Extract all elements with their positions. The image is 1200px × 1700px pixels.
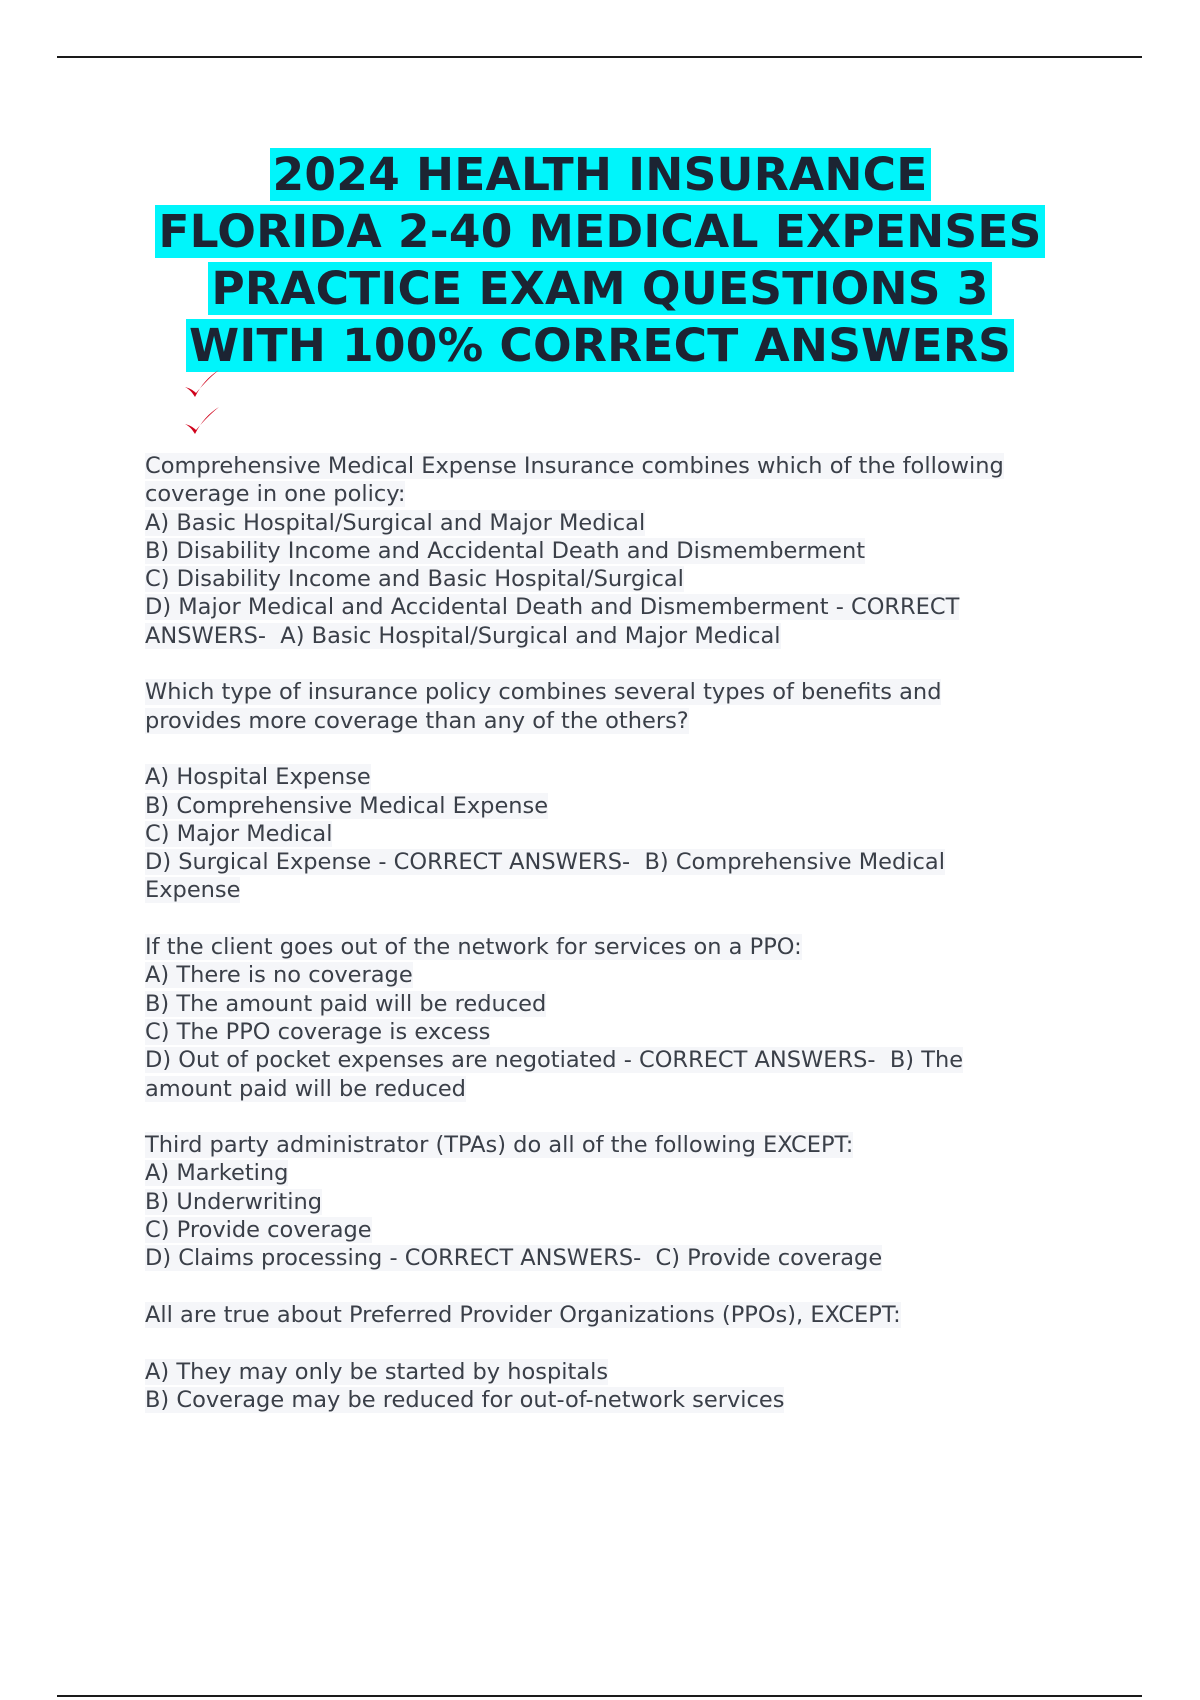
question-line <box>145 1046 1105 1074</box>
question-text: ANSWERS- A) Basic Hospital/Surgical and Major Medical <box>145 622 781 649</box>
question-line <box>145 763 1105 791</box>
question-line <box>145 593 1105 621</box>
question-text: coverage in one policy: <box>145 481 406 508</box>
question-text: Which type of insurance policy combines several types of benefits and <box>145 679 942 706</box>
question-text: D) Claims processing - CORRECT ANSWERS- C) Provide coverage <box>145 1245 883 1272</box>
question-block <box>145 1301 1105 1414</box>
question-text: amount paid will be reduced <box>145 1075 466 1102</box>
question-block <box>145 678 1105 904</box>
question-text: A) They may only be started by hospitals <box>145 1358 609 1385</box>
document-title <box>100 146 1100 374</box>
question-text: A) There is no coverage <box>145 962 413 989</box>
top-rule <box>57 56 1142 58</box>
question-text: C) Disability Income and Basic Hospital/Surgical <box>145 566 684 593</box>
question-text: A) Basic Hospital/Surgical and Major Medical <box>145 509 646 536</box>
title-line-3: PRACTICE EXAM QUESTIONS 3 <box>208 262 991 315</box>
question-spacer <box>145 650 1105 678</box>
question-line <box>145 990 1105 1018</box>
question-text: A) Hospital Expense <box>145 764 371 791</box>
title-line-1: 2024 HEALTH INSURANCE <box>270 148 931 201</box>
question-text: Comprehensive Medical Expense Insurance combines which of the following <box>145 453 1004 479</box>
question-line <box>145 622 1105 650</box>
title-line-2: FLORIDA 2-40 MEDICAL EXPENSES <box>155 205 1044 258</box>
checkmark-icon <box>182 367 222 401</box>
question-spacer <box>145 905 1105 933</box>
question-line <box>145 1159 1105 1187</box>
question-line <box>145 480 1105 508</box>
question-line <box>145 1244 1105 1272</box>
question-line <box>145 820 1105 848</box>
question-text: D) Out of pocket expenses are negotiated - CORRECT ANSWERS- B) The <box>145 1047 964 1074</box>
question-line <box>145 1131 1105 1159</box>
question-text: Third party administrator (TPAs) do all of the following EXCEPT: <box>145 1132 854 1159</box>
question-text: B) The amount paid will be reduced <box>145 990 547 1017</box>
question-line <box>145 678 1105 706</box>
question-text: B) Disability Income and Accidental Death and Dismemberment <box>145 537 866 564</box>
question-block <box>145 1131 1105 1272</box>
question-line <box>145 509 1105 537</box>
question-line <box>145 537 1105 565</box>
question-line <box>145 565 1105 593</box>
question-line <box>145 933 1105 961</box>
question-line <box>145 876 1105 904</box>
question-line <box>145 792 1105 820</box>
question-line <box>145 1329 1105 1357</box>
question-line <box>145 848 1105 876</box>
question-line <box>145 1075 1105 1103</box>
question-text: provides more coverage than any of the others? <box>145 707 689 734</box>
title-line-4: WITH 100% CORRECT ANSWERS <box>186 319 1014 372</box>
question-line <box>145 1018 1105 1046</box>
question-line <box>145 707 1105 735</box>
questions-body <box>145 452 1105 1414</box>
question-spacer <box>145 1273 1105 1301</box>
question-line <box>145 1188 1105 1216</box>
question-block <box>145 452 1105 650</box>
question-block <box>145 933 1105 1103</box>
question-line <box>145 961 1105 989</box>
question-line <box>145 1358 1105 1386</box>
question-text: A) Marketing <box>145 1160 289 1187</box>
question-text: D) Surgical Expense - CORRECT ANSWERS- B) Comprehensive Medical <box>145 849 945 876</box>
bottom-rule <box>57 1695 1142 1697</box>
question-text: B) Coverage may be reduced for out-of-network services <box>145 1386 785 1413</box>
question-line <box>145 452 1105 480</box>
question-text: C) Major Medical <box>145 820 333 847</box>
checkmark-icon <box>182 404 222 438</box>
question-text: C) Provide coverage <box>145 1217 372 1244</box>
question-text: D) Major Medical and Accidental Death and Dismemberment - CORRECT <box>145 594 960 621</box>
question-line <box>145 1301 1105 1329</box>
question-text: Expense <box>145 877 241 904</box>
question-line <box>145 1386 1105 1414</box>
question-text: C) The PPO coverage is excess <box>145 1018 491 1045</box>
question-text: B) Comprehensive Medical Expense <box>145 792 549 819</box>
question-line <box>145 1216 1105 1244</box>
question-text: If the client goes out of the network for services on a PPO: <box>145 934 802 961</box>
question-text: All are true about Preferred Provider Organizations (PPOs), EXCEPT: <box>145 1301 901 1328</box>
question-spacer <box>145 1103 1105 1131</box>
question-line <box>145 735 1105 763</box>
question-text: B) Underwriting <box>145 1188 322 1215</box>
